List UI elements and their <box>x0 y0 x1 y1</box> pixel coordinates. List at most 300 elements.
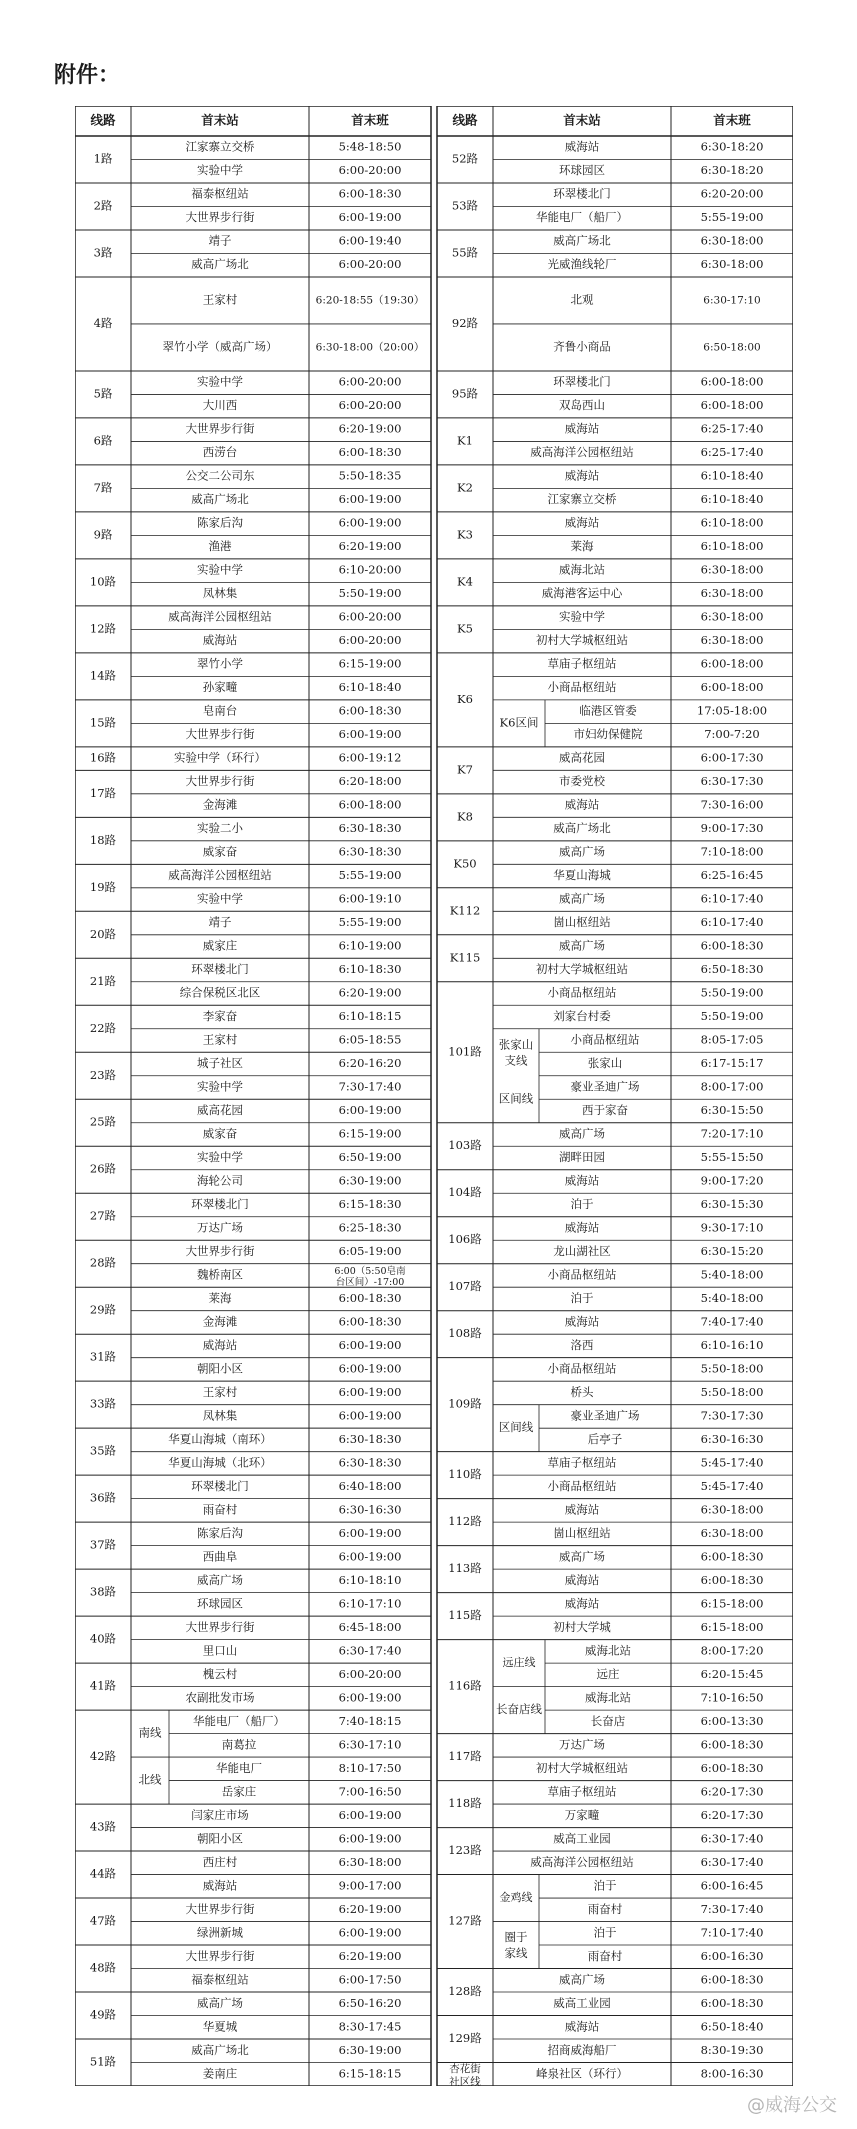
station-name: 大世界步行街 <box>185 421 255 436</box>
service-time: 6:00-17:50 <box>338 1972 402 1987</box>
service-time: 5:50-19:00 <box>700 985 764 1000</box>
service-time: 6:30-15:30 <box>700 1196 764 1211</box>
service-time: 6:00-18:30 <box>338 445 402 460</box>
station-name: 环翠楼北门 <box>191 962 249 977</box>
station-name: 威家庄 <box>202 938 238 953</box>
station-name: 农副批发市场 <box>185 1690 255 1705</box>
service-time: 6:00-18:30 <box>338 186 402 201</box>
page-title: 附件： <box>54 63 121 88</box>
service-time: 5:50-19:00 <box>700 1009 764 1024</box>
station-name: 西涝台 <box>202 445 238 460</box>
service-time: 6:15-18:15 <box>338 2066 402 2081</box>
service-time: 8:10-17:50 <box>338 1760 402 1775</box>
station-name: 威海站 <box>564 1596 600 1611</box>
station-name: 雨奋村 <box>202 1502 238 1517</box>
service-time: 8:30-19:30 <box>700 2042 764 2057</box>
route-label: K50 <box>453 856 477 871</box>
service-time: 9:30-17:10 <box>700 1220 764 1235</box>
service-time: 6:25-16:45 <box>700 868 764 883</box>
header-stations: 首末站 <box>563 112 601 128</box>
route-label: 10路 <box>89 574 117 589</box>
route-label: 4路 <box>93 315 113 330</box>
route-label: 43路 <box>89 1819 117 1834</box>
station-name: 华能电厂（船厂） <box>193 1713 285 1728</box>
route-label: 42路 <box>89 1749 117 1764</box>
service-time: 6:20-17:30 <box>700 1807 764 1822</box>
station-name: 大世界步行街 <box>185 1619 255 1634</box>
station-name: 凤林集 <box>202 1408 238 1423</box>
route-label: 109路 <box>448 1396 482 1411</box>
route-label: 95路 <box>451 386 479 401</box>
service-time: 6:00-18:00 <box>700 374 764 389</box>
station-name: 威高广场 <box>559 844 605 859</box>
route-label: 31路 <box>89 1349 117 1364</box>
service-time: 6:00-19:00 <box>338 1361 402 1376</box>
service-time: 6:50-18:30 <box>700 962 764 977</box>
station-name: 岳家庄 <box>221 1784 257 1799</box>
station-name: 小商品枢纽站 <box>547 985 617 1000</box>
service-time: 6:30-17:30 <box>700 774 764 789</box>
service-time: 6:20-19:00 <box>338 421 402 436</box>
service-time: 5:55-19:00 <box>338 868 402 883</box>
station-name: 金海滩 <box>202 1314 238 1329</box>
service-time: 17:05-18:00 <box>696 703 768 718</box>
route-label: 22路 <box>89 1020 117 1035</box>
route-label: 16路 <box>89 750 117 765</box>
route-label: 7路 <box>93 480 113 495</box>
station-name: 大世界步行街 <box>185 1901 255 1916</box>
service-time: 5:50-18:00 <box>700 1384 764 1399</box>
station-name: 实验中学 <box>197 562 243 577</box>
station-name: 威高广场北 <box>191 492 249 507</box>
service-time: 5:45-17:40 <box>700 1478 764 1493</box>
station-name: 雨奋村 <box>587 1901 623 1916</box>
service-time: 9:00-17:30 <box>700 821 764 836</box>
station-name: 实验二小 <box>197 821 243 836</box>
station-name: 环翠楼北门 <box>191 1478 249 1493</box>
route-label: 52路 <box>451 151 479 166</box>
station-name: 威海站 <box>564 797 600 812</box>
station-name: 莱海 <box>570 539 594 554</box>
branch-label: K6区间 <box>499 715 539 730</box>
service-time: 6:00-19:00 <box>338 1408 402 1423</box>
station-name: 威高海洋公园枢纽站 <box>530 1854 634 1869</box>
route-label: 17路 <box>89 785 117 800</box>
service-time: 6:20-19:00 <box>338 1901 402 1916</box>
service-time: 6:00-19:00 <box>338 1337 402 1352</box>
route-label: 15路 <box>89 715 117 730</box>
station-name: 槐云村 <box>202 1666 238 1681</box>
route-label: 115路 <box>448 1608 482 1623</box>
station-name: 市委党校 <box>559 774 605 789</box>
branch-label: 远庄线 <box>502 1656 536 1670</box>
service-time: 6:00-20:00 <box>338 374 402 389</box>
route-label: 48路 <box>89 1960 117 1975</box>
route-label: 117路 <box>448 1749 482 1764</box>
station-name: 靖子 <box>208 915 232 930</box>
service-time: 7:30-16:00 <box>700 797 764 812</box>
service-time: 6:10-16:10 <box>700 1337 764 1352</box>
service-time: 6:25-17:40 <box>700 445 764 460</box>
station-name: 西曲阜 <box>202 1549 238 1564</box>
station-name: 实验中学（环行） <box>174 750 266 765</box>
service-time: 6:10-18:10 <box>338 1572 402 1587</box>
station-name: 威高广场 <box>197 1572 243 1587</box>
service-time: 6:00-18:00 <box>700 680 764 695</box>
station-name: 小商品枢纽站 <box>547 1361 617 1376</box>
station-name: 实验中学 <box>197 891 243 906</box>
station-name: 威海站 <box>564 139 600 154</box>
station-name: 小商品枢纽站 <box>547 680 617 695</box>
service-time: 6:30-18:00 <box>700 233 764 248</box>
station-name: 小商品枢纽站 <box>547 1478 617 1493</box>
route-label: 27路 <box>89 1208 117 1223</box>
station-name: 王家村 <box>202 1384 238 1399</box>
route-label: 2路 <box>93 198 113 213</box>
station-name: 崮山枢纽站 <box>553 915 611 930</box>
station-name: 张家山 <box>587 1056 623 1071</box>
route-label: 108路 <box>448 1326 482 1341</box>
service-time: 6:20-16:20 <box>338 1056 402 1071</box>
station-name: 实验中学 <box>197 374 243 389</box>
station-name: 福泰枢纽站 <box>191 186 249 201</box>
station-name: 公交二公司东 <box>185 468 255 483</box>
station-name: 陈家后沟 <box>197 515 243 530</box>
route-label: 12路 <box>89 621 117 636</box>
station-name: 华夏山海城（北环） <box>168 1455 272 1470</box>
route-label: 35路 <box>89 1443 117 1458</box>
route-label: 128路 <box>448 1984 482 1999</box>
station-name: 江家寨立交桥 <box>185 139 255 154</box>
station-name: 环翠楼北门 <box>553 374 611 389</box>
watermark: @威海公交 <box>747 2095 837 2116</box>
service-time: 6:00-18:30 <box>338 703 402 718</box>
station-name: 威海站 <box>564 1502 600 1517</box>
route-label: 28路 <box>89 1255 117 1270</box>
schedule-table <box>75 106 793 2086</box>
service-time: 5:50-19:00 <box>338 586 402 601</box>
route-label: 53路 <box>451 198 479 213</box>
route-label: 33路 <box>89 1396 117 1411</box>
service-time: 7:30-17:40 <box>338 1079 402 1094</box>
service-time: 6:00-19:00 <box>338 1103 402 1117</box>
station-name: 凤林集 <box>202 586 238 601</box>
station-name: 招商威海船厂 <box>547 2042 617 2057</box>
route-label: 36路 <box>89 1490 117 1505</box>
route-label: 113路 <box>448 1561 482 1576</box>
service-time: 6:30-18:00 <box>700 633 764 648</box>
route-label: K112 <box>449 903 481 918</box>
service-time: 6:30-15:50 <box>700 1103 764 1117</box>
service-time: 6:00-18:00 <box>700 656 764 671</box>
service-time: 7:10-17:40 <box>700 1925 764 1940</box>
service-time: 6:30-19:00 <box>338 2042 402 2057</box>
service-time: 6:00-18:30 <box>338 1290 402 1305</box>
branch-label: 北线 <box>138 1772 162 1787</box>
service-time: 6:10-18:00 <box>700 539 764 554</box>
station-name: 刘家台村委 <box>553 1009 611 1024</box>
station-name: 威家奋 <box>202 1126 238 1141</box>
station-name: 李家奋 <box>202 1009 238 1024</box>
station-name: 豪业圣迪广场 <box>570 1408 640 1423</box>
route-label: 41路 <box>89 1678 117 1693</box>
service-time: 6:15-19:00 <box>338 656 402 671</box>
station-name: 崮山枢纽站 <box>553 1525 611 1540</box>
service-time: 6:00-13:30 <box>700 1713 764 1728</box>
route-label: 49路 <box>89 2007 117 2022</box>
service-time: 6:00-19:00 <box>338 1525 402 1540</box>
station-name: 威海站 <box>564 1173 600 1188</box>
service-time: 5:55-15:50 <box>700 1149 764 1164</box>
station-name: 闫家庄市场 <box>191 1807 249 1822</box>
header-stations: 首末站 <box>201 112 239 128</box>
station-name: 大世界步行街 <box>185 774 255 789</box>
service-time: 6:20-19:00 <box>338 1948 402 1963</box>
service-time: 5:55-19:00 <box>700 210 764 225</box>
service-time: 6:30-18:00（20:00） <box>315 341 425 354</box>
route-label: 25路 <box>89 1114 117 1129</box>
route-label: 107路 <box>448 1279 482 1294</box>
service-time: 6:00-16:30 <box>700 1948 764 1963</box>
service-time: 6:10-18:40 <box>700 468 764 483</box>
station-name: 威高广场 <box>559 1126 605 1141</box>
service-time: 8:00-16:30 <box>700 2066 764 2081</box>
service-time: 6:15-19:00 <box>338 1126 402 1141</box>
station-name: 环球园区 <box>197 1596 243 1611</box>
station-name: 初村大学城枢纽站 <box>536 633 628 648</box>
service-time: 6:00-16:45 <box>700 1878 764 1893</box>
station-name: 威高花园 <box>559 750 605 765</box>
route-label: 47路 <box>89 1913 117 1928</box>
station-name: 威海站 <box>564 515 600 530</box>
service-time: 6:10-18:40 <box>338 680 402 695</box>
service-time: 6:10-17:10 <box>338 1596 402 1611</box>
service-time: 6:00-18:00 <box>700 398 764 413</box>
service-time: 6:30-19:00 <box>338 1173 402 1188</box>
station-name: 威海站 <box>564 1220 600 1235</box>
route-label: 92路 <box>451 315 479 330</box>
station-name: 翠竹小学 <box>197 656 243 671</box>
service-time: 6:30-18:00 <box>700 1502 764 1517</box>
station-name: 威海站 <box>564 1572 600 1587</box>
station-name: 华夏山海城（南环） <box>168 1431 272 1446</box>
service-time: 6:05-19:00 <box>338 1243 402 1258</box>
route-label: K4 <box>457 574 473 589</box>
service-time: 6:25-17:40 <box>700 421 764 436</box>
route-label: 106路 <box>448 1232 482 1247</box>
service-time: 6:30-18:00 <box>700 257 764 272</box>
branch-label: 金鸡线 <box>499 1891 533 1905</box>
station-name: 临港区管委 <box>579 703 637 718</box>
route-label: 6路 <box>93 433 113 448</box>
station-name: 威高广场 <box>559 1549 605 1564</box>
service-time: 6:20-18:55（19:30） <box>315 294 425 307</box>
service-time: 6:10-17:40 <box>700 891 764 906</box>
station-name: 环翠楼北门 <box>191 1196 249 1211</box>
station-name: 西于家奋 <box>582 1103 628 1117</box>
branch-label: 张家山支线 <box>498 1037 534 1068</box>
station-name: 华能电厂（船厂） <box>536 210 628 225</box>
service-time: 6:00-19:00 <box>338 1831 402 1846</box>
service-time: 6:30-18:20 <box>700 163 764 178</box>
route-label: 40路 <box>89 1631 117 1646</box>
service-time: 6:00-19:40 <box>338 233 402 248</box>
station-name: 西庄村 <box>202 1854 238 1869</box>
service-time: 5:40-18:00 <box>700 1267 764 1282</box>
service-time: 6:00-18:30 <box>700 1760 764 1775</box>
station-name: 长奋店 <box>590 1713 626 1728</box>
service-time: 6:30-17:40 <box>338 1643 402 1658</box>
service-time: 8:05-17:05 <box>700 1032 764 1047</box>
branch-label: 南线 <box>138 1725 162 1740</box>
service-time: 8:00-17:20 <box>700 1643 764 1658</box>
service-time: 6:00-19:00 <box>338 1807 402 1822</box>
service-time: 6:00-19:00 <box>338 1690 402 1705</box>
service-time: 5:45-17:40 <box>700 1455 764 1470</box>
station-name: 泊于 <box>570 1196 594 1211</box>
route-label: 3路 <box>93 245 113 260</box>
service-time: 6:30-18:30 <box>338 1455 402 1470</box>
station-name: 北观 <box>570 292 594 307</box>
station-name: 远庄 <box>596 1666 620 1681</box>
header-times: 首末班 <box>351 112 389 128</box>
service-time: 6:00-18:30 <box>700 1737 764 1752</box>
station-name: 威高花园 <box>197 1103 243 1117</box>
station-name: 威家奋 <box>202 844 238 859</box>
route-label: 116路 <box>448 1678 482 1693</box>
route-label: 5路 <box>93 386 113 401</box>
service-time: 6:00-19:10 <box>338 891 402 906</box>
service-time: 8:00-17:00 <box>700 1079 764 1094</box>
service-time: 6:30-18:00 <box>700 1525 764 1540</box>
station-name: 皂南台 <box>202 703 238 718</box>
station-name: 威海北站 <box>585 1643 631 1658</box>
service-time: 6:00（5:50皂南台区间）-17:00 <box>334 1265 406 1288</box>
station-name: 威高海洋公园枢纽站 <box>530 445 634 460</box>
service-time: 6:30-17:40 <box>700 1831 764 1846</box>
station-name: 市妇幼保健院 <box>573 727 643 742</box>
route-label: K6 <box>457 691 473 706</box>
service-time: 7:20-17:10 <box>700 1126 764 1141</box>
station-name: 综合保税区北区 <box>179 985 261 1000</box>
service-time: 9:00-17:00 <box>338 1878 402 1893</box>
service-time: 5:40-18:00 <box>700 1290 764 1305</box>
service-time: 5:48-18:50 <box>338 139 402 154</box>
station-name: 大世界步行街 <box>185 210 255 225</box>
station-name: 金海滩 <box>202 797 238 812</box>
service-time: 7:30-17:30 <box>700 1408 764 1423</box>
service-time: 9:00-17:20 <box>700 1173 764 1188</box>
service-time: 6:30-18:00 <box>338 1854 402 1869</box>
station-name: 华夏城 <box>202 2019 238 2034</box>
service-time: 5:50-18:35 <box>338 468 402 483</box>
station-name: 王家村 <box>202 1032 238 1047</box>
station-name: 泊于 <box>593 1878 617 1893</box>
station-name: 环球园区 <box>559 163 605 178</box>
station-name: 福泰枢纽站 <box>191 1972 249 1987</box>
station-name: 莱海 <box>208 1290 232 1305</box>
header-route: 线路 <box>452 112 478 128</box>
station-name: 朝阳小区 <box>197 1361 243 1376</box>
station-name: 城子社区 <box>197 1056 243 1071</box>
station-name: 齐鲁小商品 <box>553 339 611 354</box>
station-name: 威海站 <box>202 633 238 648</box>
service-time: 6:40-18:00 <box>338 1478 402 1493</box>
station-name: 里口山 <box>202 1643 238 1658</box>
service-time: 7:10-18:00 <box>700 844 764 859</box>
service-time: 6:00-18:30 <box>700 938 764 953</box>
station-name: 大世界步行街 <box>185 1948 255 1963</box>
station-name: 桥头 <box>570 1384 594 1399</box>
route-label: 9路 <box>93 527 113 542</box>
service-time: 6:00-18:30 <box>700 1995 764 2010</box>
station-name: 泊于 <box>593 1925 617 1940</box>
route-label: 112路 <box>448 1514 482 1529</box>
branch-label: 区间线 <box>498 1420 534 1435</box>
service-time: 7:00-16:50 <box>338 1784 402 1799</box>
service-time: 6:10-18:00 <box>700 515 764 530</box>
station-name: 初村大学城 <box>553 1619 611 1634</box>
service-time: 6:05-18:55 <box>338 1032 402 1047</box>
route-label: 18路 <box>89 832 117 847</box>
service-time: 6:50-18:40 <box>700 2019 764 2034</box>
station-name: 朝阳小区 <box>197 1831 243 1846</box>
service-time: 6:20-15:45 <box>700 1666 764 1681</box>
service-time: 7:40-18:15 <box>338 1713 402 1728</box>
service-time: 6:00-19:00 <box>338 1384 402 1399</box>
station-name: 孙家疃 <box>202 680 238 695</box>
service-time: 6:50-16:20 <box>338 1995 402 2010</box>
service-time: 6:00-18:30 <box>700 1972 764 1987</box>
service-time: 6:00-20:00 <box>338 257 402 272</box>
station-name: 威海北站 <box>585 1690 631 1705</box>
service-time: 6:00-20:00 <box>338 633 402 648</box>
station-name: 威高广场北 <box>191 2042 249 2057</box>
service-time: 6:10-18:30 <box>338 962 402 977</box>
station-name: 湖畔田园 <box>559 1149 605 1164</box>
route-label: 129路 <box>448 2031 482 2046</box>
station-name: 威高工业园 <box>553 1831 611 1846</box>
route-label: 37路 <box>89 1537 117 1552</box>
route-label: 38路 <box>89 1584 117 1599</box>
station-name: 威高海洋公园枢纽站 <box>168 868 272 883</box>
station-name: 实验中学 <box>559 609 605 624</box>
service-time: 6:00-20:00 <box>338 1666 402 1681</box>
station-name: 江家寨立交桥 <box>547 492 617 507</box>
service-time: 6:30-17:40 <box>700 1854 764 1869</box>
service-time: 5:50-18:00 <box>700 1361 764 1376</box>
station-name: 草庙子枢纽站 <box>547 656 617 671</box>
service-time: 6:30-18:00 <box>700 609 764 624</box>
station-name: 威高工业园 <box>553 1995 611 2010</box>
station-name: 华能电厂 <box>216 1760 262 1775</box>
route-label: K3 <box>457 527 473 542</box>
station-name: 威海站 <box>564 2019 600 2034</box>
station-name: 王家村 <box>202 292 238 307</box>
route-label: K115 <box>449 950 481 965</box>
station-name: 海轮公司 <box>197 1173 243 1188</box>
station-name: 洛西 <box>570 1337 594 1352</box>
route-label: K7 <box>457 762 473 777</box>
route-label: 123路 <box>448 1843 482 1858</box>
station-name: 绿洲新城 <box>197 1925 243 1940</box>
station-name: 威高广场 <box>559 891 605 906</box>
station-name: 初村大学城枢纽站 <box>536 1760 628 1775</box>
station-name: 实验中学 <box>197 1149 243 1164</box>
route-label: K8 <box>457 809 473 824</box>
station-name: 威海站 <box>564 1314 600 1329</box>
station-name: 豪业圣迪广场 <box>570 1079 640 1094</box>
